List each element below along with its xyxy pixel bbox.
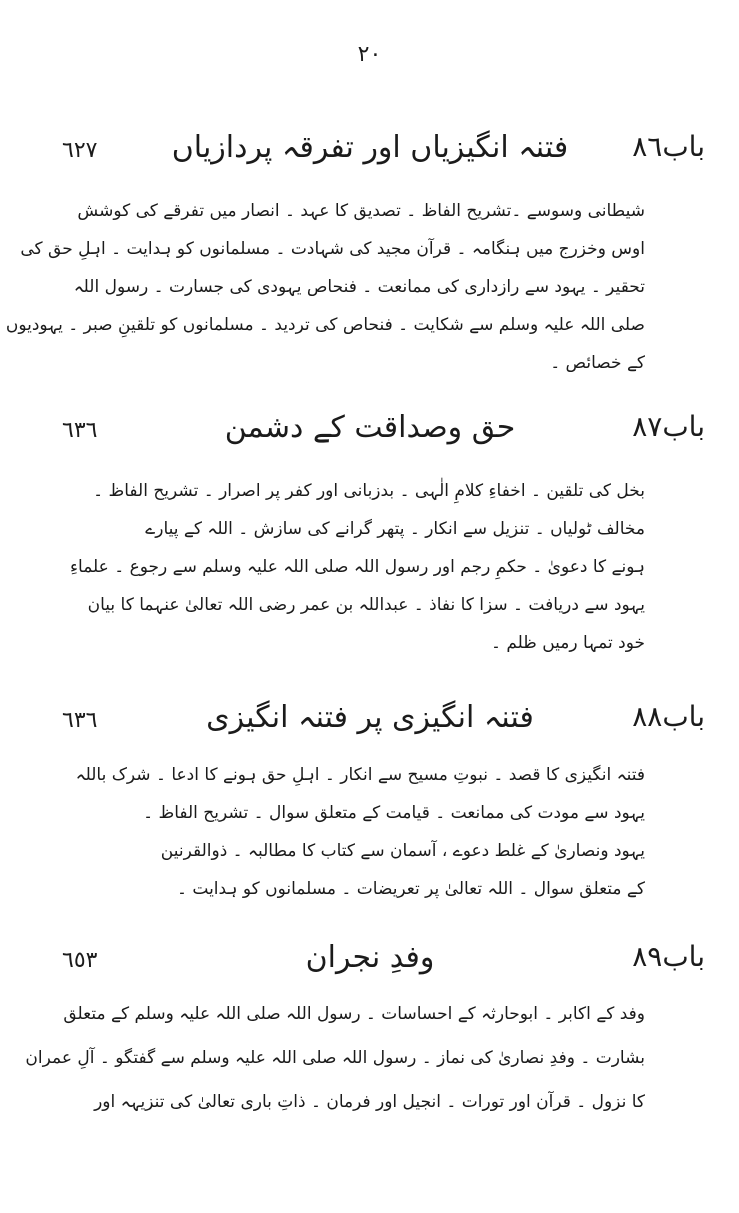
chapter-title: حق وصداقت کے دشمن xyxy=(224,410,516,445)
chapter-label: باب٨٨ xyxy=(632,700,705,733)
summary-line: بخل کی تلقین ۔ اخفاءِ کلامِ الٰہی ۔ بدزبانی اور کفر پر اصرار ۔ تشریح الفاظ ۔ xyxy=(93,481,645,501)
summary-line: یہود سے مودت کی ممانعت ۔ قیامت کے متعلق سوال ۔ تشریح الفاظ ۔ xyxy=(143,803,645,823)
summary-line: یہود سے دریافت ۔ سزا کا نفاذ ۔ عبداللہ بن عمر رضی اللہ تعالیٰ عنہما کا بیان xyxy=(87,595,645,615)
chapter-page-number: ٦٣٦ xyxy=(62,418,98,443)
chapter-page-number: ٦٢٧ xyxy=(62,138,98,163)
summary-line: کے خصائص ۔ xyxy=(550,353,645,373)
chapter-title: وفدِ نجران xyxy=(305,940,435,975)
chapter-label: باب٨٦ xyxy=(632,130,705,163)
chapter-page-number: ٦٥٣ xyxy=(62,948,98,973)
page-number: ٢٠ xyxy=(357,42,382,67)
chapter-label: باب٨٧ xyxy=(632,410,705,443)
chapter-title: فتنہ انگیزیاں اور تفرقہ پردازیاں xyxy=(171,130,569,165)
chapter-summary xyxy=(75,756,645,908)
summary-line: وفد کے اکابر ۔ ابوحارثہ کے احساسات ۔ رسول اللہ صلی اللہ علیہ وسلم کے متعلق xyxy=(63,1004,645,1024)
summary-line: فتنہ انگیزی کا قصد ۔ نبوتِ مسیح سے انکار ۔ اہلِ حق ہونے کا ادعا ۔ شرک باللہ xyxy=(75,765,645,785)
summary-line: ہونے کا دعویٰ ۔ حکمِ رجم اور رسول اللہ صلی اللہ علیہ وسلم سے رجوع ۔ علماءِ xyxy=(70,557,645,577)
summary-line: خود تمہا رمیں ظلم ۔ xyxy=(491,633,645,653)
summary-line: مخالف ٹولیاں ۔ تنزیل سے انکار ۔ پتھر گرانے کی سازش ۔ اللہ کے پیارے xyxy=(145,519,645,539)
summary-line: صلی اللہ علیہ وسلم سے شکایت ۔ فنحاص کی تردید ۔ مسلمانوں کو تلقینِ صبر ۔ یہودیوں xyxy=(5,315,645,335)
summary-line: کے متعلق سوال ۔ اللہ تعالیٰ پر تعریضات ۔ مسلمانوں کو ہدایت ۔ xyxy=(177,879,645,899)
summary-line: شیطانی وسوسے ۔تشریح الفاظ ۔ تصدیق کا عہد ۔ انصار میں تفرقے کی کوشش xyxy=(77,201,645,221)
summary-line: تحقیر ۔ یہود سے رازداری کی ممانعت ۔ فنحاص یہودی کی جسارت ۔ رسول اللہ xyxy=(73,277,645,297)
summary-line: اوس وخزرج میں ہنگامہ ۔ قرآن مجید کی شہادت ۔ مسلمانوں کو ہدایت ۔ اہلِ حق کی xyxy=(20,239,645,259)
summary-line: کا نزول ۔ قرآن اور تورات ۔ انجیل اور فرمان ۔ ذاتِ باری تعالیٰ کی تنزیہہ اور xyxy=(94,1092,645,1112)
chapter-label: باب٨٩ xyxy=(632,940,705,973)
chapter-summary xyxy=(25,992,645,1124)
summary-line: بشارت ۔ وفدِ نصاریٰ کی نماز ۔ رسول اللہ صلی اللہ علیہ وسلم سے گفتگو ۔ آلِ عمران xyxy=(25,1048,645,1068)
chapter-page-number: ٦٣٦ xyxy=(62,708,98,733)
chapter-summary xyxy=(5,192,645,382)
chapter-summary xyxy=(70,472,645,662)
summary-line: یہود ونصاریٰ کے غلط دعوے ، آسمان سے کتاب کا مطالبہ ۔ ذوالقرنین xyxy=(160,841,645,861)
chapter-title: فتنہ انگیزی پر فتنہ انگیزی xyxy=(206,700,534,735)
